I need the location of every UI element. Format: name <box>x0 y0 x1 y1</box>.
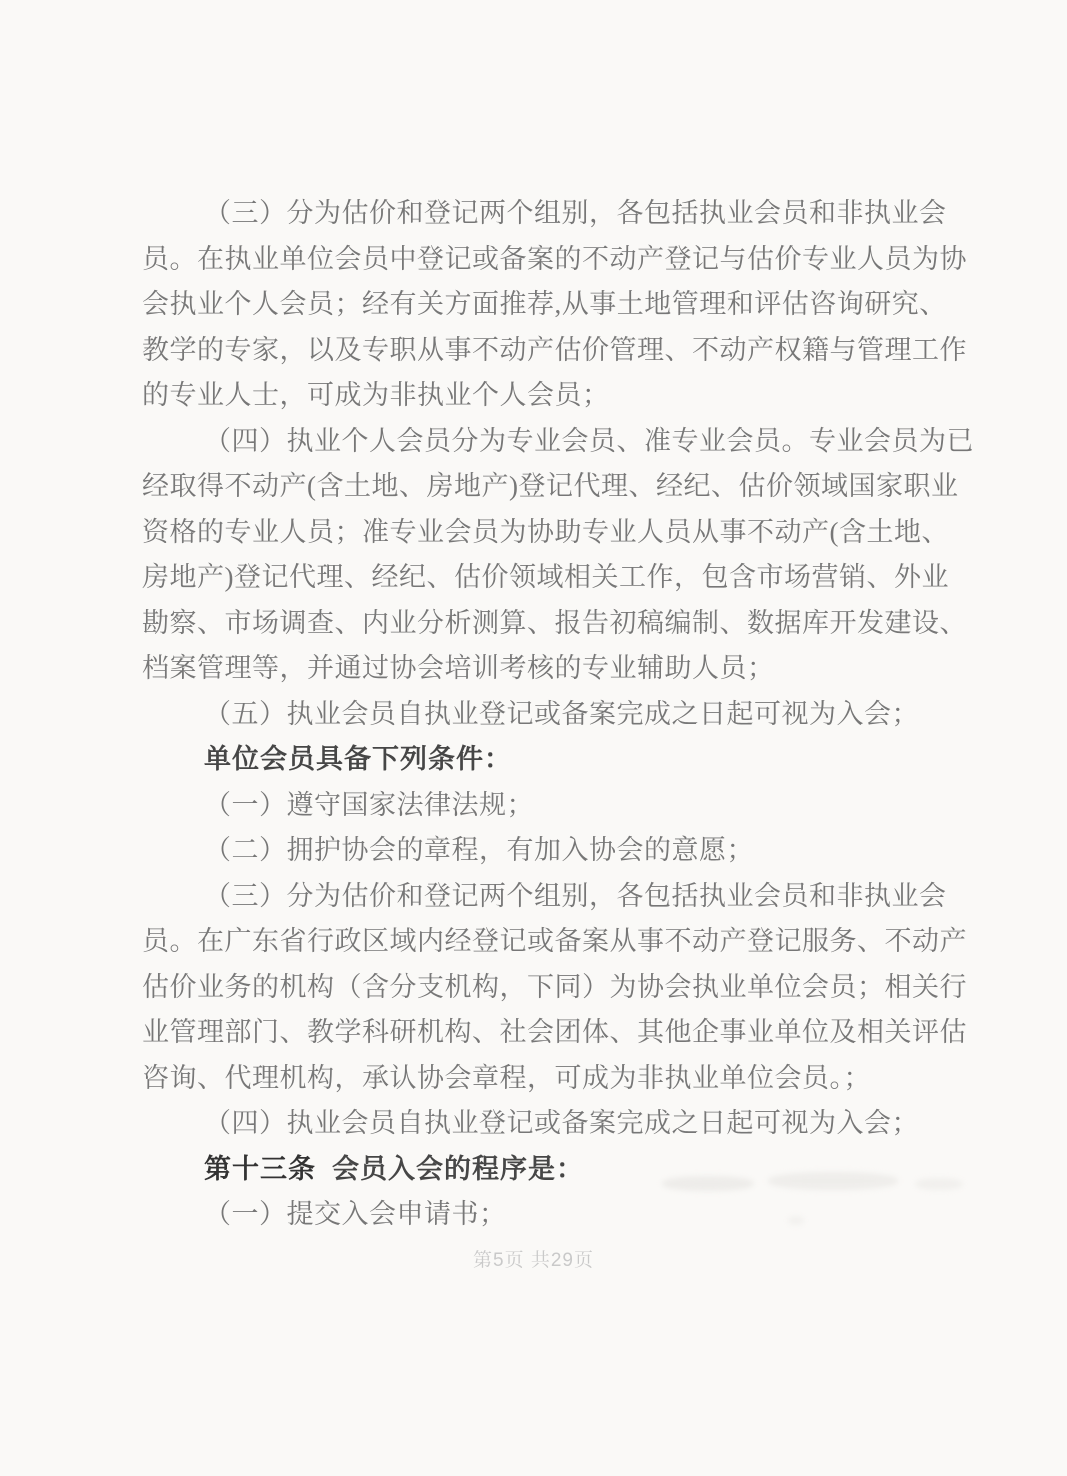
paragraph-line: 会执业个人会员；经有关方面推荐,从事土地管理和评估咨询研究、 <box>142 289 947 319</box>
paragraph-line: （三）分为估价和登记两个组别，各包括执业会员和非执业会 <box>204 198 947 228</box>
paragraph <box>142 874 982 1102</box>
scan-smudge <box>662 1176 754 1191</box>
paragraph-line: 经取得不动产(含土地、房地产)登记代理、经纪、估价领域国家职业 <box>142 471 959 501</box>
paragraph <box>142 419 982 692</box>
paragraph-line: 单位会员具备下列条件： <box>204 744 512 774</box>
paragraph <box>142 783 982 829</box>
paragraph <box>142 191 982 419</box>
paragraph-line: （三）分为估价和登记两个组别，各包括执业会员和非执业会 <box>204 880 947 911</box>
article-title: 会员入会的程序是： <box>332 1153 584 1184</box>
paragraph-line: 资格的专业人员；准专业会员为协助专业人员从事不动产(含土地、 <box>142 516 949 547</box>
article-number: 第十三条 <box>204 1153 316 1184</box>
paragraph-line: 档案管理等，并通过协会培训考核的专业辅助人员； <box>142 653 775 683</box>
paragraph-line: 员。在执业单位会员中登记或备案的不动产登记与估价专业人员为协 <box>142 243 967 274</box>
paragraph-line: 估价业务的机构（含分支机构，下同）为协会执业单位会员；相关行 <box>142 971 967 1002</box>
paragraph <box>142 1101 982 1147</box>
paragraph-line: （四）执业个人会员分为专业会员、准专业会员。专业会员为已 <box>204 425 974 456</box>
paragraph-line: （一）遵守国家法律法规； <box>204 789 534 820</box>
paragraph-line: （二）拥护协会的章程，有加入协会的意愿； <box>204 835 754 865</box>
scan-smudge <box>788 1216 804 1225</box>
paragraph-line: 咨询、代理机构，承认协会章程，可成为非执业单位会员。； <box>142 1062 871 1093</box>
paragraph-line: （四）执业会员自执业登记或备案完成之日起可视为入会； <box>204 1108 919 1138</box>
paragraph-line: 的专业人士，可成为非执业个人会员； <box>142 380 610 410</box>
scan-smudge <box>915 1178 963 1190</box>
paragraph <box>142 692 982 738</box>
scan-smudge <box>768 1172 898 1190</box>
paragraph-line: 业管理部门、教学科研机构、社会团体、其他企事业单位及相关评估 <box>142 1017 967 1047</box>
paragraph <box>142 828 982 874</box>
paragraph-line: （一）提交入会申请书； <box>204 1199 507 1229</box>
paragraph-line: 教学的专家，以及专职从事不动产估价管理、不动产权籍与管理工作 <box>142 334 967 365</box>
page-footer: 第5页 共29页 <box>473 1250 594 1271</box>
document-body <box>142 191 982 1238</box>
paragraph-line: 员。在广东省行政区域内经登记或备案从事不动产登记服务、不动产 <box>142 926 967 956</box>
paragraph-line: 房地产)登记代理、经纪、估价领域相关工作，包含市场营销、外业 <box>142 562 949 592</box>
paragraph-line: 勘察、市场调查、内业分析测算、报告初稿编制、数据库开发建设、 <box>142 607 967 638</box>
paragraph <box>142 737 982 783</box>
paragraph-line: （五）执业会员自执业登记或备案完成之日起可视为入会； <box>204 698 919 729</box>
paragraph <box>142 1192 982 1238</box>
